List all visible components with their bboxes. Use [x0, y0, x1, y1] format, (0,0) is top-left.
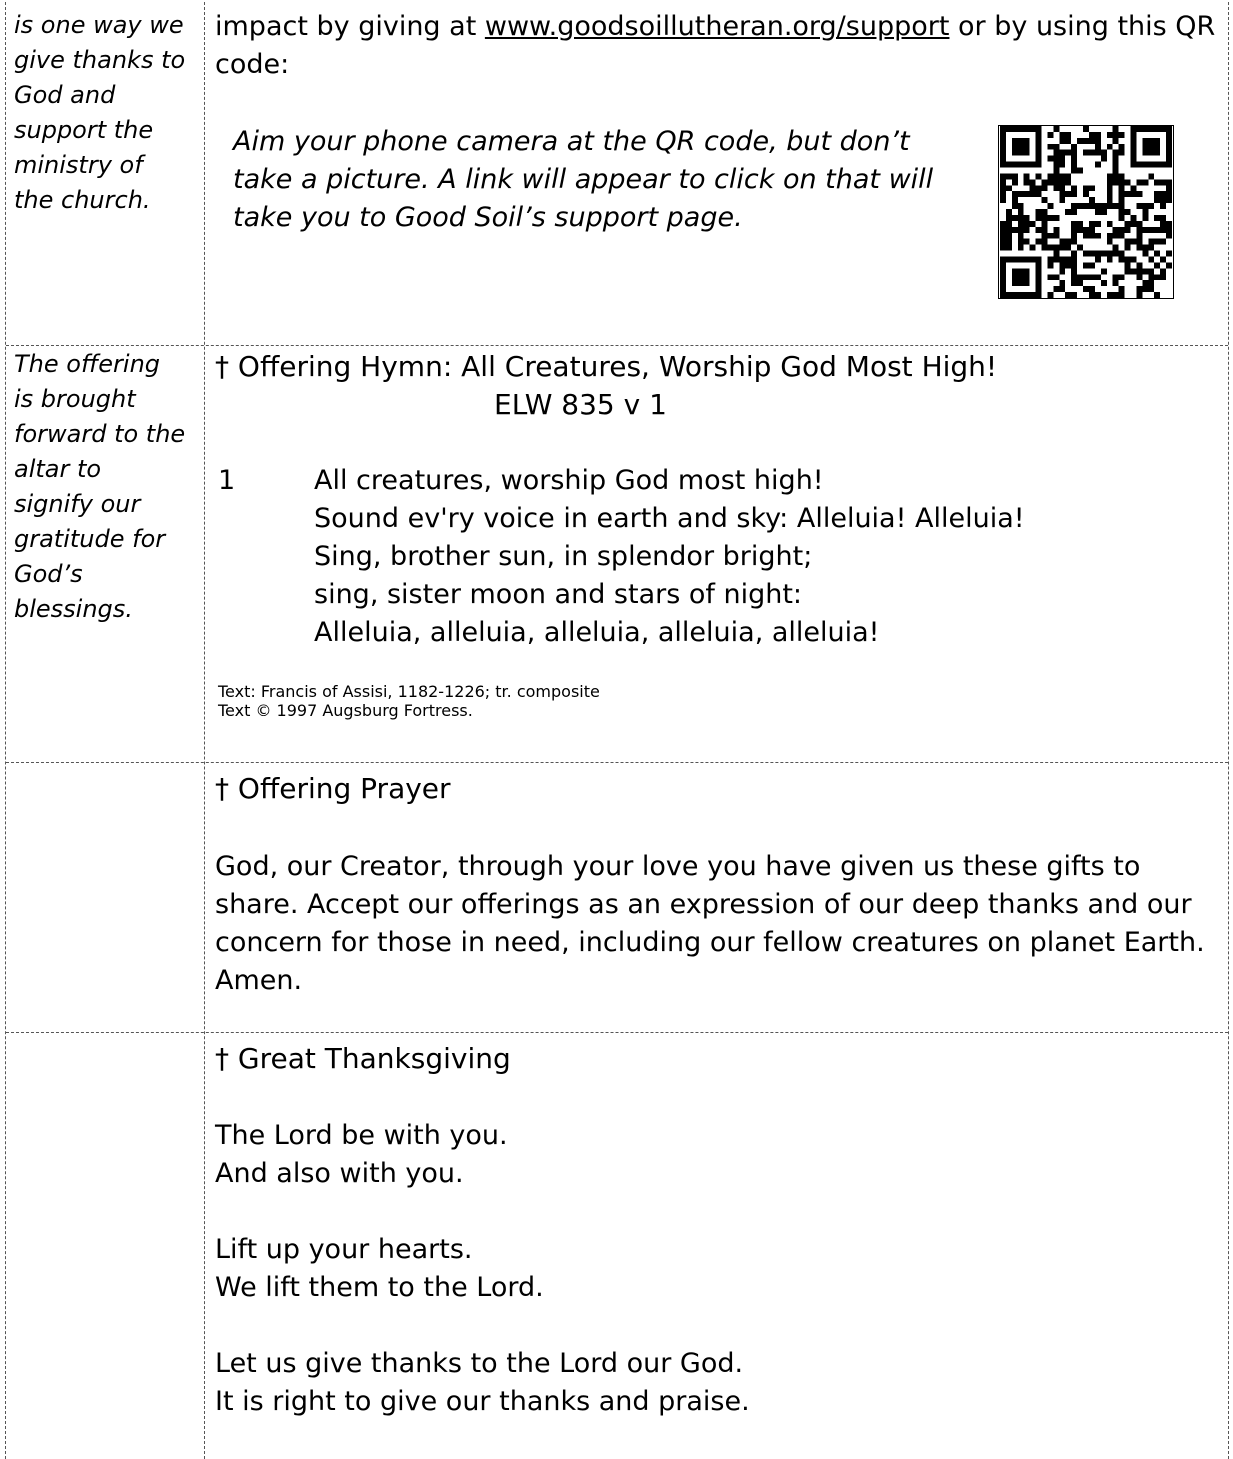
giving-paragraph	[215, 8, 1219, 84]
leader-line: Lift up your hearts.	[215, 1234, 473, 1265]
giving-text-after: or by using this QR code:	[215, 11, 1216, 80]
response-line: We lift them to the Lord.	[215, 1272, 544, 1303]
verse-lines	[314, 462, 1025, 652]
side-note-giving: is one way we give thanks to God and support the ministry of the church.	[14, 11, 186, 214]
row-divider	[6, 345, 1228, 346]
prayer-body: God, our Creator, through your love you have given us these gifts to share. Accept our offerings as an expression of our deep thanks and our concern for those in need, including our fellow creatures on planet Earth.	[215, 851, 1205, 958]
row-divider	[6, 762, 1228, 763]
leader-line: The Lord be with you.	[215, 1120, 508, 1151]
credit-line: Text: Francis of Assisi, 1182-1226; tr. composite	[218, 682, 600, 701]
verse-number: 1	[218, 465, 236, 496]
qr-code-icon[interactable]	[998, 125, 1174, 299]
great-thanksgiving-heading: † Great Thanksgiving	[215, 1042, 511, 1075]
qr-instructions: Aim your phone camera at the QR code, but don’t take a picture. A link will appear to click on that will take you to Good Soil’s support page.	[233, 126, 934, 233]
verse-line: sing, sister moon and stars of night:	[314, 579, 803, 610]
verse-line: All creatures, worship God most high!	[314, 465, 824, 496]
offering-prayer-heading: † Offering Prayer	[215, 772, 451, 805]
response-line: It is right to give our thanks and praise.	[215, 1386, 750, 1417]
dialogue-2	[215, 1231, 1219, 1307]
credit-line: Text © 1997 Augsburg Fortress.	[218, 701, 473, 720]
qr-code-graphic	[999, 126, 1173, 298]
prayer-amen: Amen.	[215, 965, 303, 996]
offering-hymn-heading: † Offering Hymn: All Creatures, Worship God Most High!	[215, 350, 998, 383]
hymn-number: ELW 835 v 1	[494, 388, 667, 421]
offering-prayer-text	[215, 848, 1219, 1000]
response-line: And also with you.	[215, 1158, 464, 1189]
side-note-offering: The offering is brought forward to the altar to signify our gratitude for God’s blessings.	[14, 350, 186, 623]
dialogue-1	[215, 1117, 1219, 1193]
column-divider	[204, 0, 205, 1459]
row-divider	[6, 1032, 1228, 1033]
verse-line: Alleluia, alleluia, alleluia, alleluia, alleluia!	[314, 617, 880, 648]
support-link[interactable]: www.goodsoillutheran.org/support	[484, 11, 950, 42]
dialogue-3	[215, 1345, 1219, 1421]
verse-line: Sound ev'ry voice in earth and sky: Alleluia! Alleluia!	[314, 503, 1025, 534]
verse-line: Sing, brother sun, in splendor bright;	[314, 541, 813, 572]
giving-text-before: impact by giving at	[215, 11, 485, 42]
leader-line: Let us give thanks to the Lord our God.	[215, 1348, 744, 1379]
hymn-credits	[218, 682, 600, 720]
